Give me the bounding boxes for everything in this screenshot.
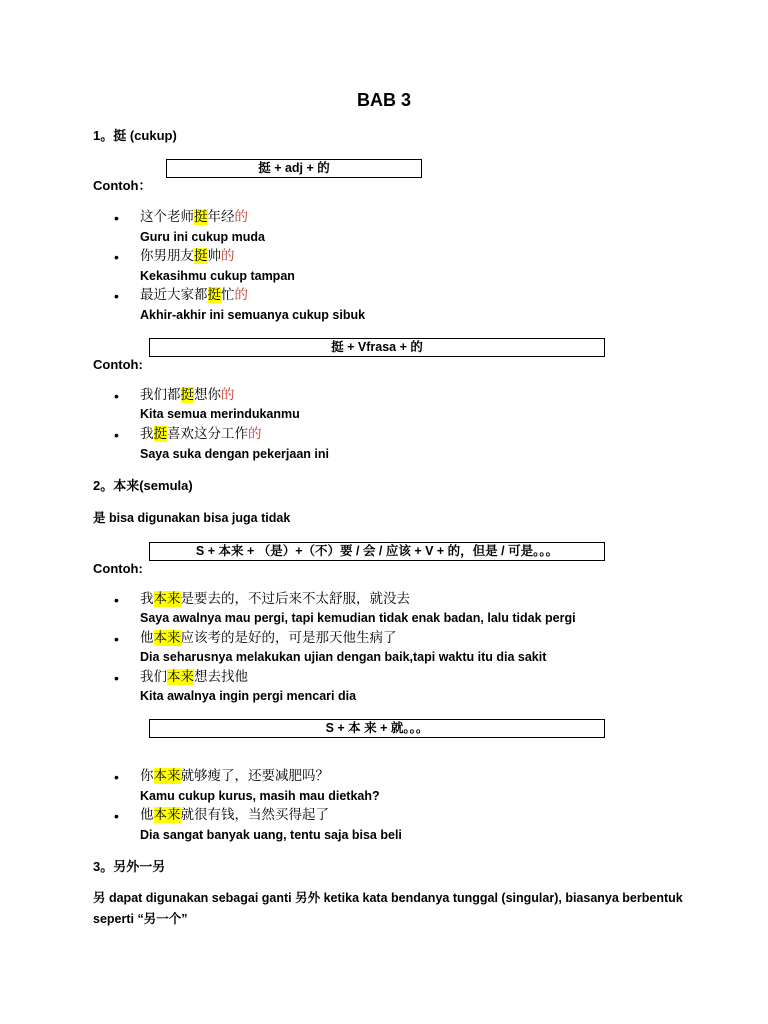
example-translation: Saya awalnya mau pergi, tapi kemudian tidak enak badan, lalu tidak pergi	[140, 611, 576, 625]
bullet-marker: •	[114, 670, 119, 686]
example-text: 我们都	[140, 387, 181, 403]
particle-de: 的	[234, 209, 248, 225]
example-text: 年经	[207, 209, 235, 225]
bullet-marker: •	[114, 808, 119, 824]
example-text: 我	[140, 591, 154, 607]
example-translation: Kita awalnya ingin pergi mencari dia	[140, 689, 357, 703]
example-text: 忙	[221, 287, 235, 303]
bullet-marker: •	[114, 427, 119, 443]
example-text: 是要去的，不过后来不太舒服，就没去	[180, 591, 410, 607]
example-chinese	[140, 425, 262, 443]
contoh-label-2: Contoh:	[93, 357, 143, 372]
highlighted-word: 本来	[153, 807, 181, 823]
highlighted-word: 挺	[180, 387, 194, 403]
highlighted-word: 挺	[207, 287, 221, 303]
section-2-heading: 2。本来(semula)	[93, 478, 193, 493]
note-text: 是 bisa digunakan bisa juga tidak	[93, 511, 291, 525]
highlighted-word: 本来	[153, 630, 181, 646]
pattern-2-text: 挺 + Vfrasa + 的	[331, 340, 423, 354]
pattern-3-text: S + 本来 + （是）+（不）要 / 会 / 应该 + V + 的，但是 / 可是。。。	[195, 544, 559, 558]
pattern-box-2	[149, 338, 605, 357]
bullet-marker: •	[114, 388, 119, 404]
section-2-note	[93, 509, 290, 527]
example-text: 应该考的是好的，可是那天他生病了	[180, 630, 397, 646]
example-text: 我们	[140, 669, 167, 685]
example-text: 喜欢这分工作	[167, 426, 248, 442]
bullet-marker: •	[114, 288, 119, 304]
pattern-box-4	[149, 719, 605, 738]
example-text: 想你	[194, 387, 221, 403]
example-chinese	[140, 668, 248, 686]
contoh-label-1: Contoh：	[93, 178, 152, 193]
bullet-marker: •	[114, 210, 119, 226]
section-3-paragraph-line-1	[93, 889, 683, 907]
highlighted-word: 挺	[194, 209, 208, 225]
example-text: 我	[140, 426, 154, 442]
example-translation: Dia seharusnya melakukan ujian dengan baik,tapi waktu itu dia sakit	[140, 650, 547, 664]
paragraph-text: seperti “另一个”	[93, 912, 188, 926]
example-chinese	[140, 590, 410, 608]
bullet-marker: •	[114, 769, 119, 785]
particle-de: 的	[248, 426, 262, 442]
bullet-marker: •	[114, 592, 119, 608]
pattern-box-1	[166, 159, 422, 178]
highlighted-word: 本来	[153, 768, 181, 784]
example-chinese	[140, 286, 248, 304]
bullet-marker: •	[114, 249, 119, 265]
example-translation: Saya suka dengan pekerjaan ini	[140, 447, 329, 461]
example-translation: Guru ini cukup muda	[140, 230, 266, 244]
example-translation: Dia sangat banyak uang, tentu saja bisa beli	[140, 828, 402, 842]
particle-de: 的	[234, 287, 248, 303]
example-translation: Kekasihmu cukup tampan	[140, 269, 295, 283]
contoh-label-3: Contoh:	[93, 561, 143, 576]
paragraph-text: 另 dapat digunakan sebagai ganti 另外 ketika kata bendanya tunggal (singular), biasanya berbentuk	[93, 891, 683, 905]
highlighted-word: 本来	[153, 591, 181, 607]
example-text: 帅	[207, 248, 221, 264]
example-text: 就够瘦了，还要减肥吗？	[180, 768, 329, 784]
section-3-heading: 3。另外一另	[93, 859, 166, 874]
highlighted-word: 本来	[167, 669, 194, 685]
highlighted-word: 挺	[153, 426, 167, 442]
section-1-heading: 1。挺 (cukup)	[93, 128, 177, 143]
example-chinese	[140, 629, 397, 647]
pattern-1-text: 挺 + adj + 的	[258, 161, 330, 175]
example-translation: Kita semua merindukanmu	[140, 407, 300, 421]
bullet-marker: •	[114, 631, 119, 647]
example-text: 你	[140, 768, 154, 784]
example-translation: Akhir-akhir ini semuanya cukup sibuk	[140, 308, 366, 322]
example-text: 这个老师	[140, 209, 194, 225]
example-chinese	[140, 806, 329, 824]
particle-de: 的	[221, 248, 235, 264]
example-text: 他	[140, 807, 154, 823]
pattern-4-text: S + 本 来 + 就。。。	[325, 721, 429, 735]
example-chinese	[140, 386, 235, 404]
particle-de: 的	[221, 387, 235, 403]
highlighted-word: 挺	[194, 248, 208, 264]
example-chinese	[140, 767, 329, 785]
example-text: 最近大家都	[140, 287, 208, 303]
example-chinese	[140, 208, 248, 226]
example-chinese	[140, 247, 235, 265]
example-text: 就很有钱，当然买得起了	[180, 807, 329, 823]
page-title: BAB 3	[356, 90, 411, 110]
section-3-paragraph-line-2	[93, 910, 187, 928]
example-translation: Kamu cukup kurus, masih mau dietkah?	[140, 789, 380, 803]
example-text: 你男朋友	[140, 248, 194, 264]
pattern-box-3	[149, 542, 605, 561]
example-text: 想去找他	[194, 669, 248, 685]
example-text: 他	[140, 630, 154, 646]
